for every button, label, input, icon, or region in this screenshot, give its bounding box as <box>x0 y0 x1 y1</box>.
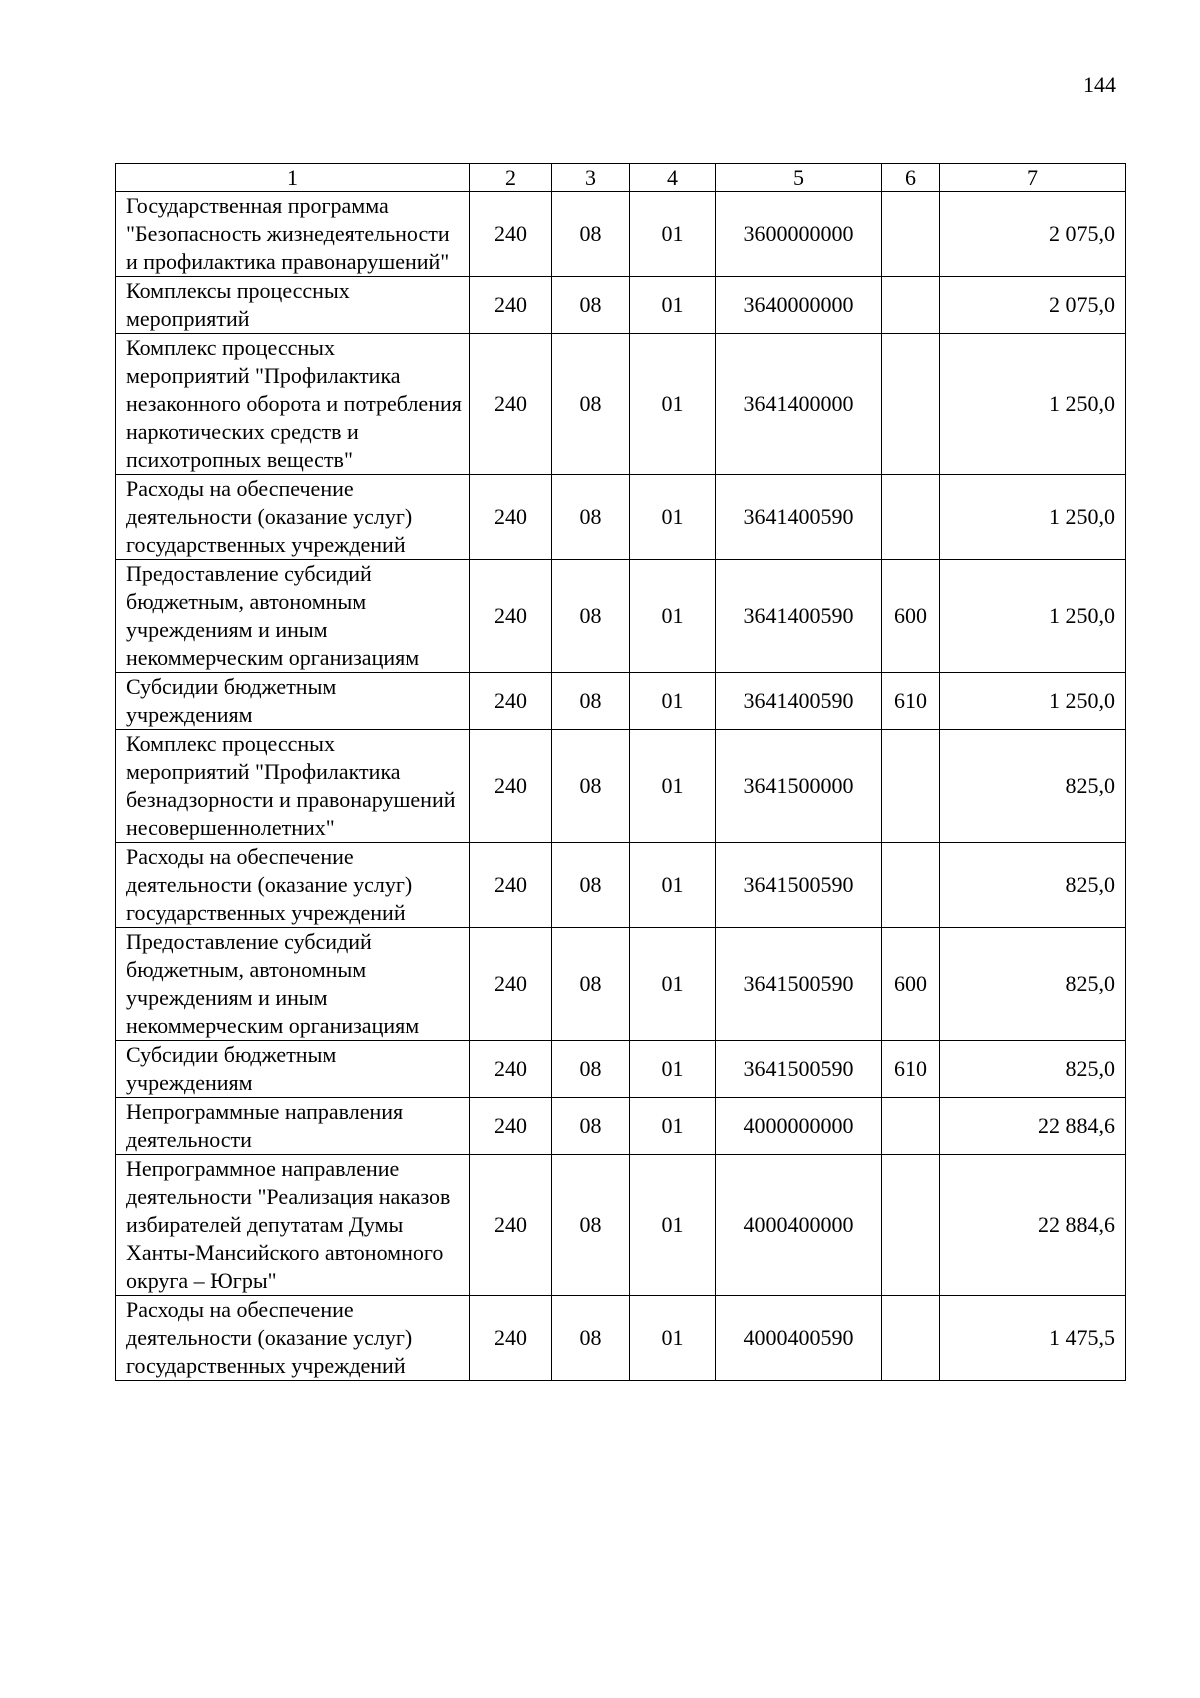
expense-type-code <box>882 475 940 560</box>
expense-type-code <box>882 1296 940 1381</box>
ministry-code: 240 <box>470 1155 552 1296</box>
table-row <box>116 277 1126 334</box>
amount: 825,0 <box>940 1041 1126 1098</box>
expense-type-code: 600 <box>882 560 940 673</box>
table-row <box>116 560 1126 673</box>
expense-type-code: 610 <box>882 673 940 730</box>
ministry-code: 240 <box>470 673 552 730</box>
section-code: 08 <box>552 334 630 475</box>
row-name: Предоставление субсидий бюджетным, автономным учреждениям и иным некоммерческим организациям <box>116 560 470 673</box>
subsection-code: 01 <box>630 475 716 560</box>
amount: 1 250,0 <box>940 475 1126 560</box>
ministry-code: 240 <box>470 192 552 277</box>
column-header: 3 <box>552 164 630 192</box>
amount: 825,0 <box>940 928 1126 1041</box>
subsection-code: 01 <box>630 334 716 475</box>
section-code: 08 <box>552 1296 630 1381</box>
section-code: 08 <box>552 1098 630 1155</box>
target-article-code: 3600000000 <box>716 192 882 277</box>
section-code: 08 <box>552 192 630 277</box>
row-name: Расходы на обеспечение деятельности (оказание услуг) государственных учреждений <box>116 475 470 560</box>
column-header: 1 <box>116 164 470 192</box>
expense-type-code <box>882 192 940 277</box>
table-row <box>116 1098 1126 1155</box>
column-header: 6 <box>882 164 940 192</box>
subsection-code: 01 <box>630 277 716 334</box>
subsection-code: 01 <box>630 1041 716 1098</box>
section-code: 08 <box>552 673 630 730</box>
table-row <box>116 1041 1126 1098</box>
expense-type-code <box>882 334 940 475</box>
table-row <box>116 673 1126 730</box>
table-row <box>116 1155 1126 1296</box>
ministry-code: 240 <box>470 334 552 475</box>
target-article-code: 3641500590 <box>716 843 882 928</box>
table-row <box>116 843 1126 928</box>
amount: 1 250,0 <box>940 560 1126 673</box>
table-row <box>116 334 1126 475</box>
target-article-code: 3641400590 <box>716 673 882 730</box>
target-article-code: 3641400000 <box>716 334 882 475</box>
expense-type-code <box>882 1098 940 1155</box>
amount: 825,0 <box>940 730 1126 843</box>
ministry-code: 240 <box>470 1296 552 1381</box>
table-row <box>116 730 1126 843</box>
subsection-code: 01 <box>630 673 716 730</box>
ministry-code: 240 <box>470 843 552 928</box>
column-header: 2 <box>470 164 552 192</box>
target-article-code: 4000400590 <box>716 1296 882 1381</box>
ministry-code: 240 <box>470 928 552 1041</box>
expense-type-code: 600 <box>882 928 940 1041</box>
target-article-code: 3641400590 <box>716 475 882 560</box>
ministry-code: 240 <box>470 475 552 560</box>
subsection-code: 01 <box>630 1155 716 1296</box>
ministry-code: 240 <box>470 277 552 334</box>
expense-type-code <box>882 843 940 928</box>
amount: 1 250,0 <box>940 334 1126 475</box>
subsection-code: 01 <box>630 192 716 277</box>
row-name: Предоставление субсидий бюджетным, автономным учреждениям и иным некоммерческим организациям <box>116 928 470 1041</box>
table-row <box>116 475 1126 560</box>
row-name: Комплекс процессных мероприятий "Профилактика незаконного оборота и потребления наркотических средств и психотропных веществ" <box>116 334 470 475</box>
section-code: 08 <box>552 843 630 928</box>
subsection-code: 01 <box>630 843 716 928</box>
subsection-code: 01 <box>630 928 716 1041</box>
table-row <box>116 1296 1126 1381</box>
column-header: 5 <box>716 164 882 192</box>
section-code: 08 <box>552 560 630 673</box>
row-name: Государственная программа "Безопасность жизнедеятельности и профилактика правонарушений" <box>116 192 470 277</box>
section-code: 08 <box>552 1041 630 1098</box>
page-number: 144 <box>1083 72 1116 97</box>
section-code: 08 <box>552 730 630 843</box>
row-name: Комплексы процессных мероприятий <box>116 277 470 334</box>
header-row <box>116 164 1126 192</box>
amount: 1 475,5 <box>940 1296 1126 1381</box>
section-code: 08 <box>552 928 630 1041</box>
target-article-code: 4000000000 <box>716 1098 882 1155</box>
expense-type-code: 610 <box>882 1041 940 1098</box>
subsection-code: 01 <box>630 560 716 673</box>
row-name: Непрограммное направление деятельности "Реализация наказов избирателей депутатам Думы Ханты-Мансийского автономного округа – Югры" <box>116 1155 470 1296</box>
target-article-code: 3641400590 <box>716 560 882 673</box>
table-row <box>116 928 1126 1041</box>
section-code: 08 <box>552 277 630 334</box>
subsection-code: 01 <box>630 1098 716 1155</box>
column-header: 7 <box>940 164 1126 192</box>
amount: 825,0 <box>940 843 1126 928</box>
ministry-code: 240 <box>470 1098 552 1155</box>
expense-type-code <box>882 277 940 334</box>
amount: 22 884,6 <box>940 1098 1126 1155</box>
row-name: Расходы на обеспечение деятельности (оказание услуг) государственных учреждений <box>116 843 470 928</box>
expense-type-code <box>882 1155 940 1296</box>
expense-type-code <box>882 730 940 843</box>
amount: 1 250,0 <box>940 673 1126 730</box>
row-name: Непрограммные направления деятельности <box>116 1098 470 1155</box>
section-code: 08 <box>552 475 630 560</box>
ministry-code: 240 <box>470 1041 552 1098</box>
target-article-code: 3641500590 <box>716 1041 882 1098</box>
row-name: Субсидии бюджетным учреждениям <box>116 1041 470 1098</box>
column-header: 4 <box>630 164 716 192</box>
row-name: Расходы на обеспечение деятельности (оказание услуг) государственных учреждений <box>116 1296 470 1381</box>
ministry-code: 240 <box>470 730 552 843</box>
amount: 22 884,6 <box>940 1155 1126 1296</box>
amount: 2 075,0 <box>940 277 1126 334</box>
subsection-code: 01 <box>630 1296 716 1381</box>
budget-table <box>115 163 1126 1381</box>
target-article-code: 3641500590 <box>716 928 882 1041</box>
amount: 2 075,0 <box>940 192 1126 277</box>
row-name: Субсидии бюджетным учреждениям <box>116 673 470 730</box>
table-row <box>116 192 1126 277</box>
target-article-code: 3641500000 <box>716 730 882 843</box>
row-name: Комплекс процессных мероприятий "Профилактика безнадзорности и правонарушений несовершеннолетних" <box>116 730 470 843</box>
subsection-code: 01 <box>630 730 716 843</box>
section-code: 08 <box>552 1155 630 1296</box>
ministry-code: 240 <box>470 560 552 673</box>
target-article-code: 4000400000 <box>716 1155 882 1296</box>
target-article-code: 3640000000 <box>716 277 882 334</box>
